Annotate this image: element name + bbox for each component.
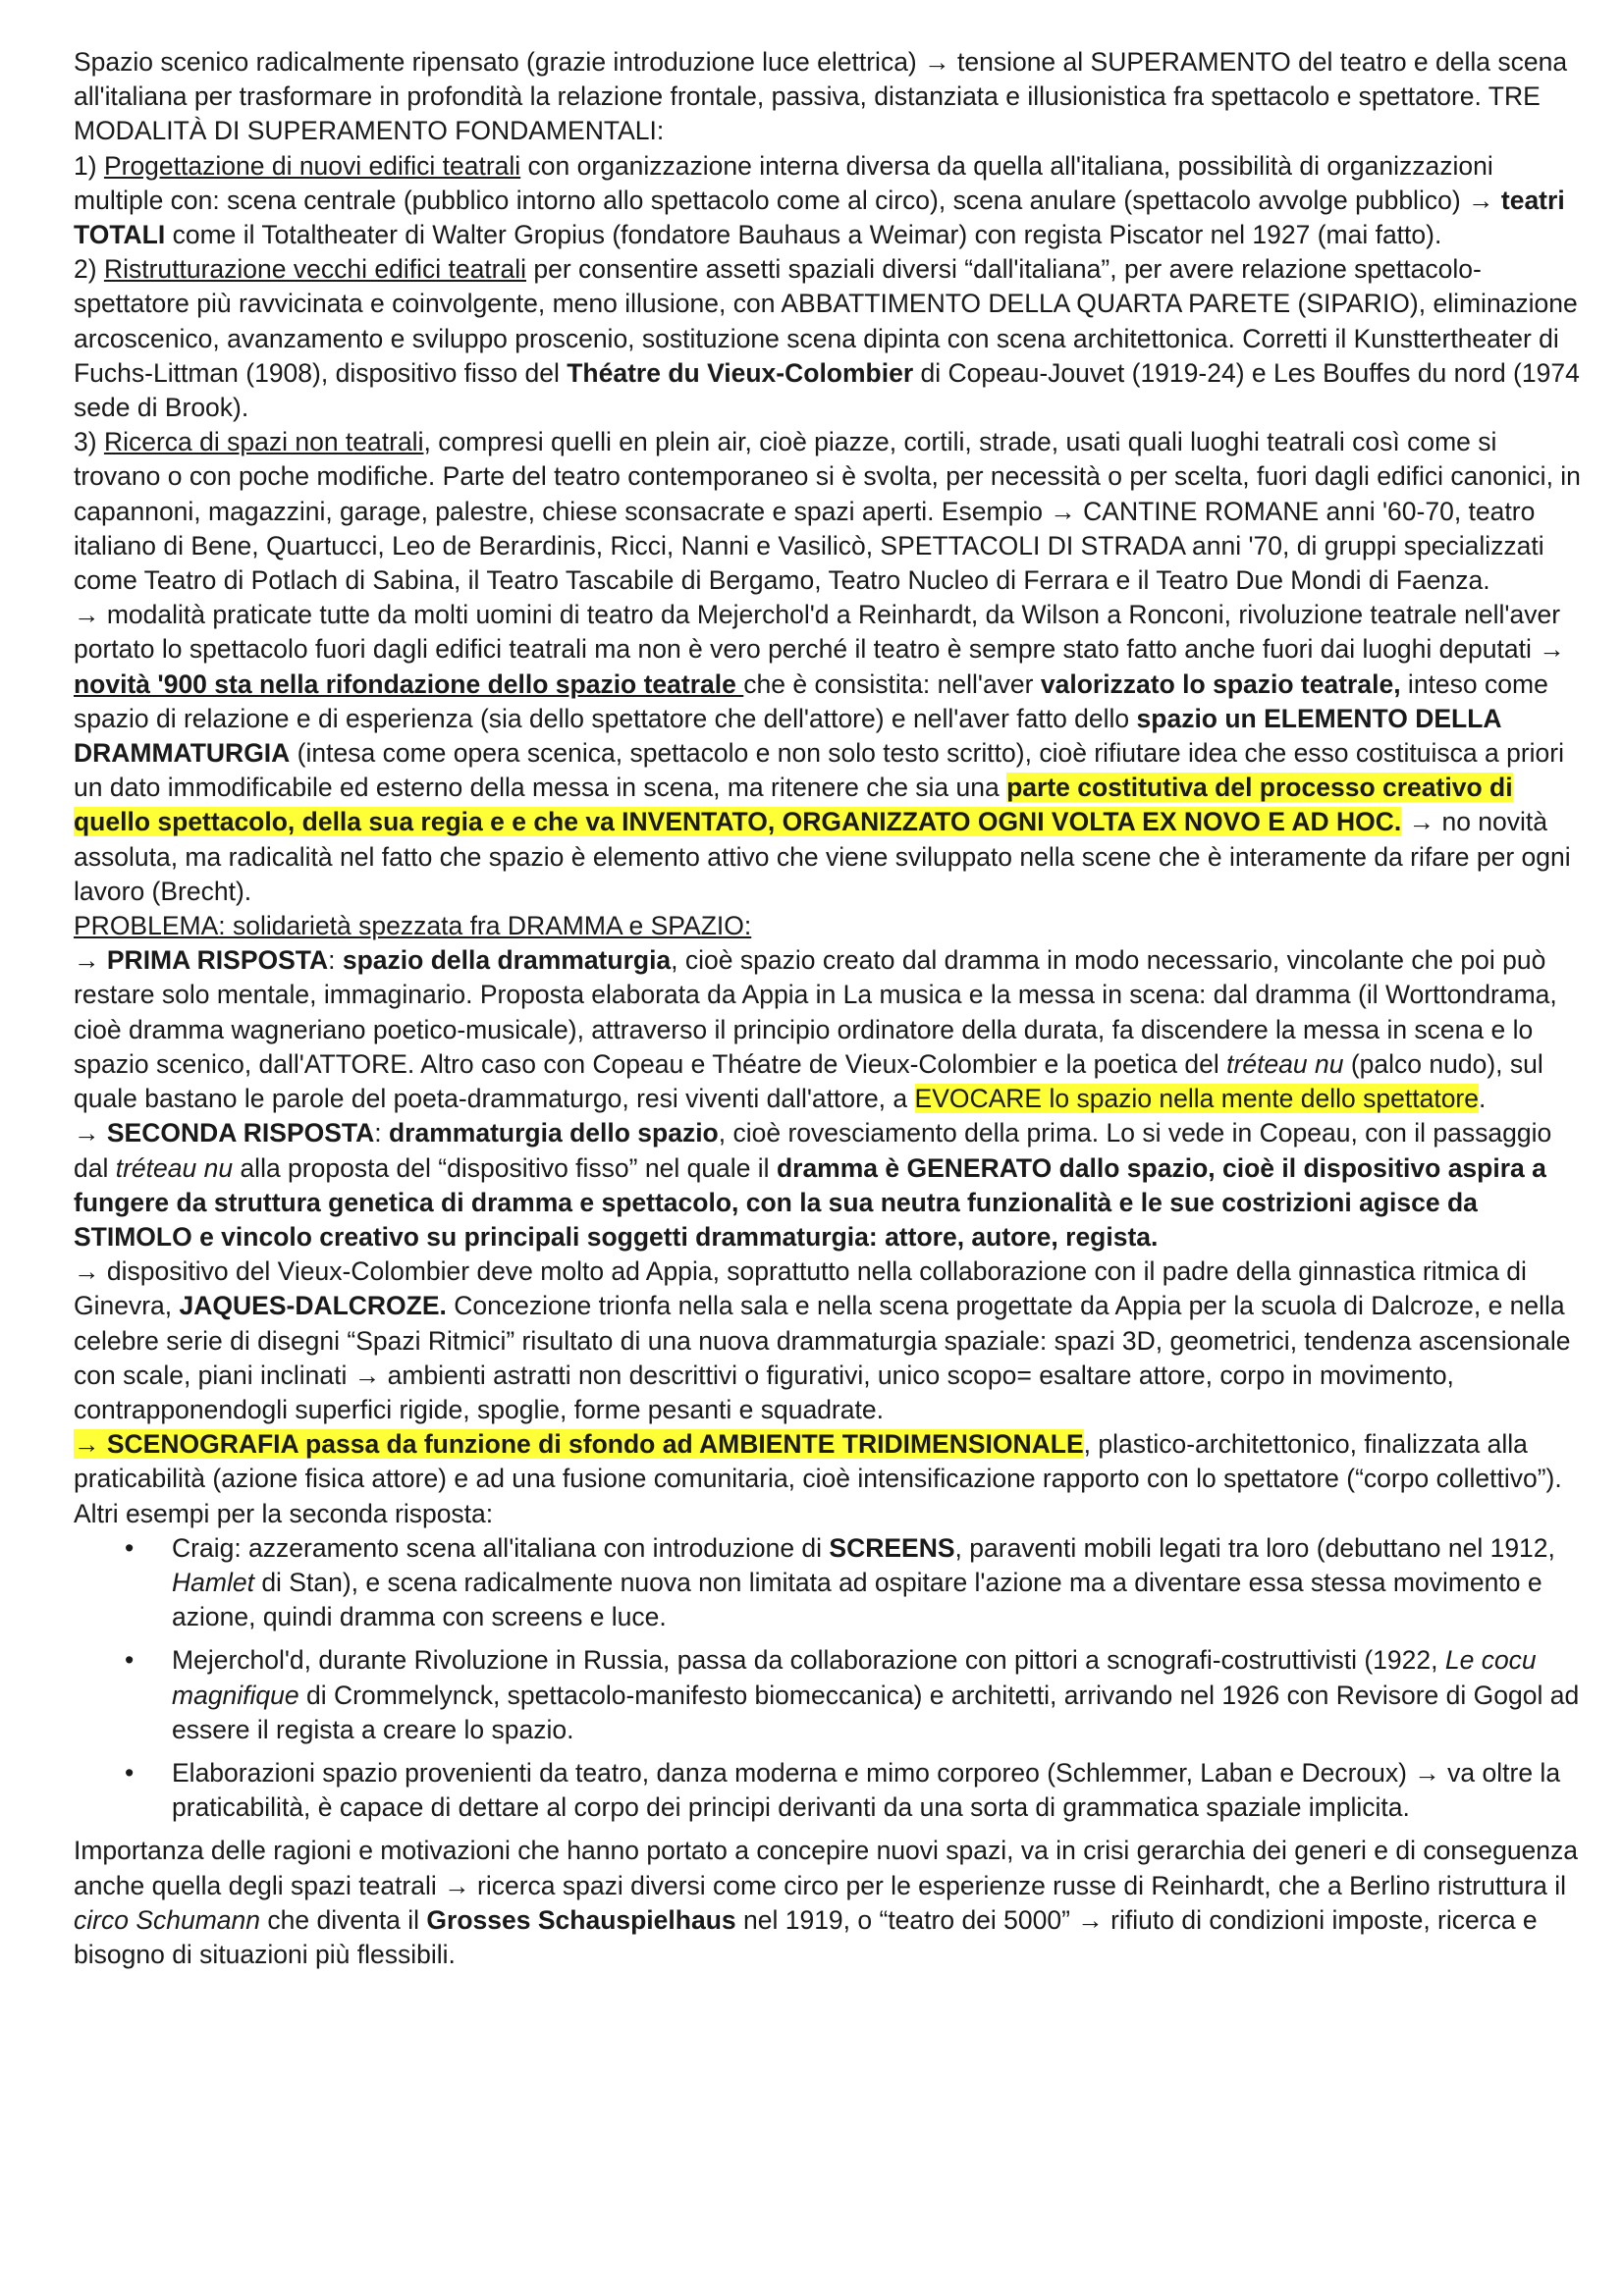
modality-1: 1) Progettazione di nuovi edifici teatrali con organizzazione interna diversa da quella all'italiana, possibilità di organizzazioni multiple con: scena centrale (pubblico intorno allo spettacolo come al circo), scena anulare (spettacolo avvolge pubblico) → teatri TOTALI come il Totaltheater di Walter Gropius (fondatore Bauhaus a Weimar) con regista Piscator nel 1927 (mai fatto). bbox=[74, 150, 1565, 250]
novelty-key-phrase: novità '900 sta nella rifondazione dello spazio teatrale bbox=[74, 668, 744, 699]
closing-paragraph: Importanza delle ragioni e motivazioni che hanno portato a concepire nuovi spazi, va in crisi gerarchia dei generi e di conseguenza anche quella degli spazi teatrali → ricerca spazi diversi come circo per le esperienze russe di Reinhardt, che a Berlino ristruttura il circo Schumann che diventa il Grosses Schauspielhaus nel 1919, o “teatro dei 5000” → rifiuto di condizioni imposte, ricerca e bisogno di situazioni più flessibili. bbox=[74, 1836, 1579, 1969]
first-answer: → PRIMA RISPOSTA: spazio della drammaturgia, cioè spazio creato dal dramma in modo necessario, vincolante che poi può restare solo mentale, immaginario. Proposta elaborata da Appia in La musica e la messa in scena: dal dramma (il Worttondrama, cioè dramma wagneriano poetico-musicale), attraverso il principio ordinatore della durata, fa discendere la messa in scena e lo spazio scenico, dall'ATTORE. Altro caso con Copeau e Théatre de Vieux-Colombier e la poetica del tréteau nu (palco nudo), sul quale bastano le parole del poeta-drammaturgo, resi viventi dall'attore, a EVOCARE lo spazio nella mente dello spettatore. bbox=[74, 945, 1557, 1114]
modality-1-title: Progettazione di nuovi edifici teatrali bbox=[103, 150, 521, 181]
second-answer: → SECONDA RISPOSTA: drammaturgia dello spazio, cioè rovesciamento della prima. Lo si vede in Copeau, con il passaggio dal tréteau nu alla proposta del “dispositivo fisso” nel quale il dramma è GENERATO dallo spazio, cioè il dispositivo aspira a fungere da struttura genetica di dramma e spettacolo, con la sua neutra funzionalità e le sue costrizioni agisce da STIMOLO e vincolo creativo su principali soggetti drammaturgia: attore, autore, regista. bbox=[74, 1118, 1552, 1252]
document-page bbox=[74, 45, 1586, 1972]
novelty-paragraph: → modalità praticate tutte da molti uomini di teatro da Mejerchol'd a Reinhardt, da Wilson a Ronconi, rivoluzione teatrale nell'aver portato lo spettacolo fuori dagli edifici teatrali ma non è vero perché il teatro è sempre stato fatto anche fuori dai luoghi deputati → novità '900 sta nella rifondazione dello spazio teatrale che è consistita: nell'aver valorizzato lo spazio teatrale, inteso come spazio di relazione e di esperienza (sia dello spettatore che dell'attore) e nell'aver fatto dello spazio un ELEMENTO DELLA DRAMMATURGIA (intesa come opera scenica, spettacolo e non solo testo scritto), cioè rifiutare idea che esso costituisca a priori un dato immodificabile ed esterno della messa in scena, ma ritenere che sia una parte costitutiva del processo creativo di quello spettacolo, della sua regia e e che va INVENTATO, ORGANIZZATO OGNI VOLTA EX NOVO E AD HOC. → no novità assoluta, ma radicalità nel fatto che spazio è elemento attivo che viene sviluppato nella scene che è interamente da rifare per ogni lavoro (Brecht). bbox=[74, 600, 1571, 906]
highlight-scenografia: → SCENOGRAFIA passa da funzione di sfondo ad AMBIENTE TRIDIMENSIONALE bbox=[74, 1429, 1084, 1460]
modality-2: 2) Ristrutturazione vecchi edifici teatrali per consentire assetti spaziali diversi “dall'italiana”, per avere relazione spettacolo-spettatore più ravvicinata e coinvolgente, meno illusione, con ABBATTIMENTO DELLA QUARTA PARETE (SIPARIO), eliminazione arcoscenico, avanzamento e sviluppo proscenio, sostituzione scena dipinta con scena architettonica. Corretti il Kunsttertheater di Fuchs-Littman (1908), dispositivo fisso del Théatre du Vieux-Colombier di Copeau-Jouvet (1919-24) e Les Bouffes du nord (1974 sede di Brook). bbox=[74, 254, 1580, 423]
list-item-craig: • Craig: azzeramento scena all'italiana con introduzione di SCREENS, paraventi mobili legati tra loro (debuttano nel 1912, Hamlet di Stan), e scena radicalmente nuova non limitata ad ospitare l'azione ma a diventare essa stessa movimento e azione, quindi dramma con screens e luce. bbox=[172, 1531, 1586, 1635]
modality-3-title: Ricerca di spazi non teatrali bbox=[103, 427, 424, 457]
highlight-constitutive-part: parte costitutiva del processo creativo di quello spettacolo, della sua regia e e che va INVENTATO, ORGANIZZATO OGNI VOLTA EX NOVO E AD HOC. bbox=[74, 773, 1513, 837]
examples-list bbox=[74, 1531, 1586, 1826]
scenography-paragraph: → SCENOGRAFIA passa da funzione di sfondo ad AMBIENTE TRIDIMENSIONALE, plastico-architettonico, finalizzata alla praticabilità (azione fisica attore) e ad una fusione comunitaria, cioè intensificazione rapporto con lo spettatore (“corpo collettivo”). Altri esempi per la seconda risposta: bbox=[74, 1429, 1562, 1528]
problem-heading: PROBLEMA: solidarietà spezzata fra DRAMMA e SPAZIO: bbox=[74, 911, 752, 941]
highlight-evocare: EVOCARE lo spazio nella mente dello spettatore bbox=[914, 1084, 1479, 1114]
modality-3: 3) Ricerca di spazi non teatrali, compresi quelli en plein air, cioè piazze, cortili, strade, usati quali luoghi teatrali così come si trovano o con poche modifiche. Parte del teatro contemporaneo si è svolta, per necessità o per scelta, fuori dagli edifici canonici, in capannoni, magazzini, garage, palestre, chiese sconsacrate e spazi aperti. Esempio → CANTINE ROMANE anni '60-70, teatro italiano di Bene, Quartucci, Leo de Berardinis, Ricci, Nanni e Vasilicò, SPETTACOLI DI STRADA anni '70, di gruppi specializzati come Teatro di Potlach di Sabina, il Teatro Tascabile di Bergamo, Teatro Nucleo di Ferrara e il Teatro Due Mondi di Faenza. bbox=[74, 427, 1581, 596]
dalcroze-paragraph: → dispositivo del Vieux-Colombier deve molto ad Appia, soprattutto nella collaborazione con il padre della ginnastica ritmica di Ginevra, JAQUES-DALCROZE. Concezione trionfa nella sala e nella scena progettate da Appia per la scuola di Dalcroze, e nella celebre serie di disegni “Spazi Ritmici” risultato di una nuova drammaturgia spaziale: spazi 3D, geometrici, tendenza ascensionale con scale, piani inclinati → ambienti astratti non descrittivi o figurativi, unico scopo= esaltare attore, corpo in movimento, contrapponendogli superfici rigide, spoglie, forme pesanti e squadrate. bbox=[74, 1256, 1571, 1424]
list-item-mejerchold: • Mejerchol'd, durante Rivoluzione in Russia, passa da collaborazione con pittori a scnografi-costruttivisti (1922, Le cocu magnifique di Crommelynck, spettacolo-manifesto biomeccanica) e architetti, arrivando nel 1926 con Revisore di Gogol ad essere il regista a creare lo spazio. bbox=[172, 1643, 1586, 1747]
modality-2-title: Ristrutturazione vecchi edifici teatrali bbox=[103, 254, 527, 285]
intro-paragraph: Spazio scenico radicalmente ripensato (grazie introduzione luce elettrica) → tensione al SUPERAMENTO del teatro e della scena all'italiana per trasformare in profondità la relazione frontale, passiva, distanziata e illusionistica fra spettacolo e spettatore. TRE MODALITÀ DI SUPERAMENTO FONDAMENTALI: bbox=[74, 47, 1568, 146]
list-item-elaborazioni: • Elaborazioni spazio provenienti da teatro, danza moderna e mimo corporeo (Schlemmer, Laban e Decroux) → va oltre la praticabilità, è capace di dettare al corpo dei principi derivanti da una sorta di grammatica spaziale implicita. bbox=[172, 1756, 1586, 1825]
